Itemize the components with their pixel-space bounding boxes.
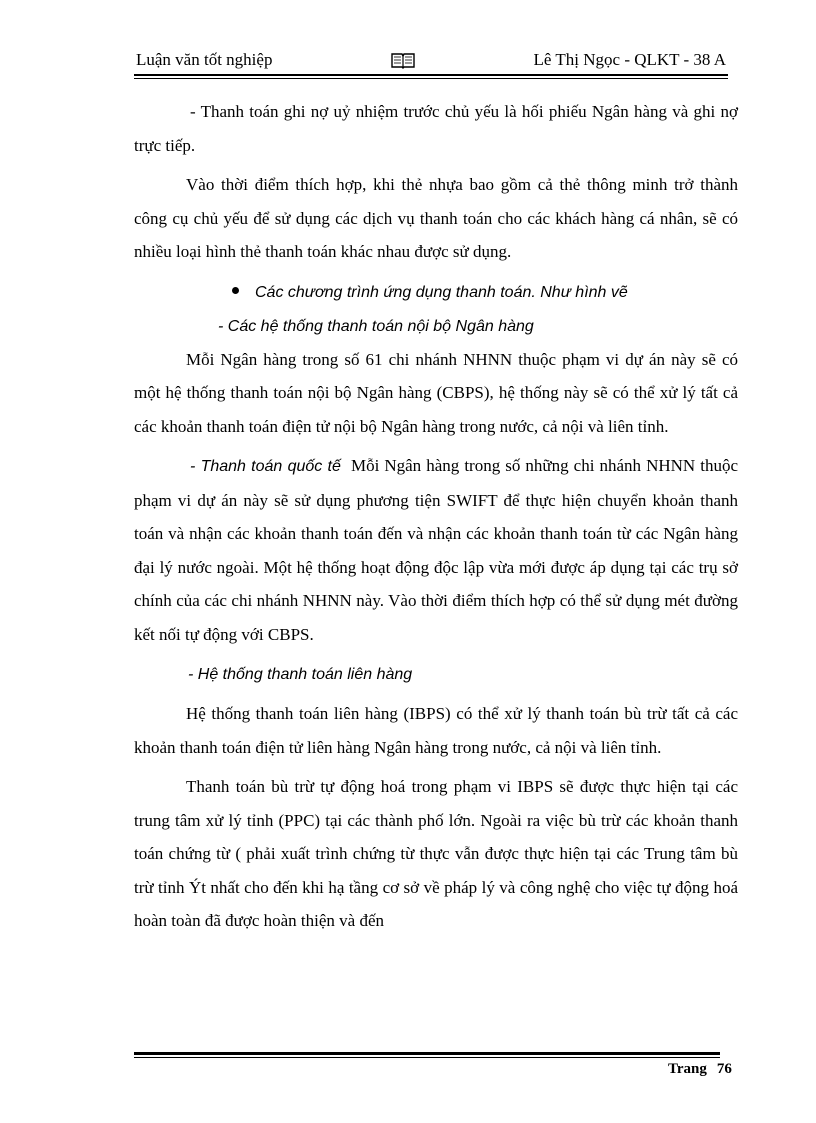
book-icon xyxy=(390,51,416,69)
paragraph-direct-debit: - Thanh toán ghi nợ uỷ nhiệm trước chủ yếu là hối phiếu Ngân hàng và ghi nợ trực tiếp. xyxy=(134,102,738,155)
page-header xyxy=(136,48,728,72)
page-footer xyxy=(668,1058,732,1080)
paragraph-plastic-cards: Vào thời điểm thích hợp, khi thẻ nhựa bao gồm cả thẻ thông minh trở thành công cụ chủ yếu để sử dụng các dịch vụ thanh toán cho các khách hàng cá nhân, sẽ có nhiều loại hình thẻ thanh toán khác nhau được sử dụng. xyxy=(134,175,738,261)
heading-internal-payments xyxy=(134,309,738,343)
paragraph-international xyxy=(134,449,738,651)
international-text: Mỗi Ngân hàng trong số những chi nhánh NHNN thuộc phạm vi dự án này sẽ sử dụng phương tiện SWIFT để thực hiện chuyển khoản thanh toán và nhận các khoản thanh toán đến và nhận các khoản thanh toán từ các Ngân hàng đại lý nước ngoài. Một hệ thống hoạt động độc lập vừa mới được áp dụng tại các trụ sở chính của các chi nhánh NHNN này. Vào thời điểm thích hợp có thể sử dụng mét đường kết nối tự động với CBPS. xyxy=(134,456,739,644)
international-heading: - Thanh toán quốc tế xyxy=(190,458,341,475)
bullet-applications xyxy=(134,275,738,309)
footer-rule xyxy=(134,1052,720,1055)
paragraph-ibps: Hệ thống thanh toán liên hàng (IBPS) có thể xử lý thanh toán bù trừ tất cả các khoản thanh toán điện tử liên hàng Ngân hàng trong nước, cả nội và liên tỉnh. xyxy=(134,704,738,757)
footer-rule-thin xyxy=(134,1057,720,1058)
header-rule xyxy=(134,74,728,76)
document-body xyxy=(134,95,738,944)
heading-text: - Hệ thống thanh toán liên hàng xyxy=(188,666,413,683)
bullet-icon xyxy=(232,287,239,294)
bullet-text: Các chương trình ứng dụng thanh toán. Như hình vẽ xyxy=(255,283,628,301)
author-label: Lê Thị Ngọc - QLKT - 38 A xyxy=(533,50,726,69)
page-number: 76 xyxy=(716,1061,732,1077)
paragraph-clearing: Thanh toán bù trừ tự động hoá trong phạm vi IBPS sẽ được thực hiện tại các trung tâm xử lý tỉnh (PPC) tại các thành phố lớn. Ngoài ra việc bù trừ các khoản thanh toán chứng từ ( phải xuất trình chứng từ thực vẫn được thực hiện tại các Trung tâm bù trừ tỉnh Ýt nhất cho đến khi hạ tầng cơ sở về pháp lý và công nghệ cho việc tự động hoá hoàn toàn đã được hoàn thiện và đến xyxy=(134,777,738,930)
heading-interbank xyxy=(134,657,738,691)
paragraph-cbps: Mỗi Ngân hàng trong số 61 chi nhánh NHNN thuộc phạm vi dự án này sẽ có một hệ thống thanh toán nội bộ Ngân hàng (CBPS), hệ thống này sẽ có thể xử lý tất cả các khoản thanh toán điện tử nội bộ Ngân hàng trong nước, cả nội và liên tỉnh. xyxy=(134,349,738,436)
header-rule-thin xyxy=(134,78,728,79)
page-label: Trang xyxy=(668,1061,707,1077)
heading-text: - Các hệ thống thanh toán nội bộ Ngân hàng xyxy=(218,317,534,335)
thesis-label: Luận văn tốt nghiệp xyxy=(136,50,273,69)
